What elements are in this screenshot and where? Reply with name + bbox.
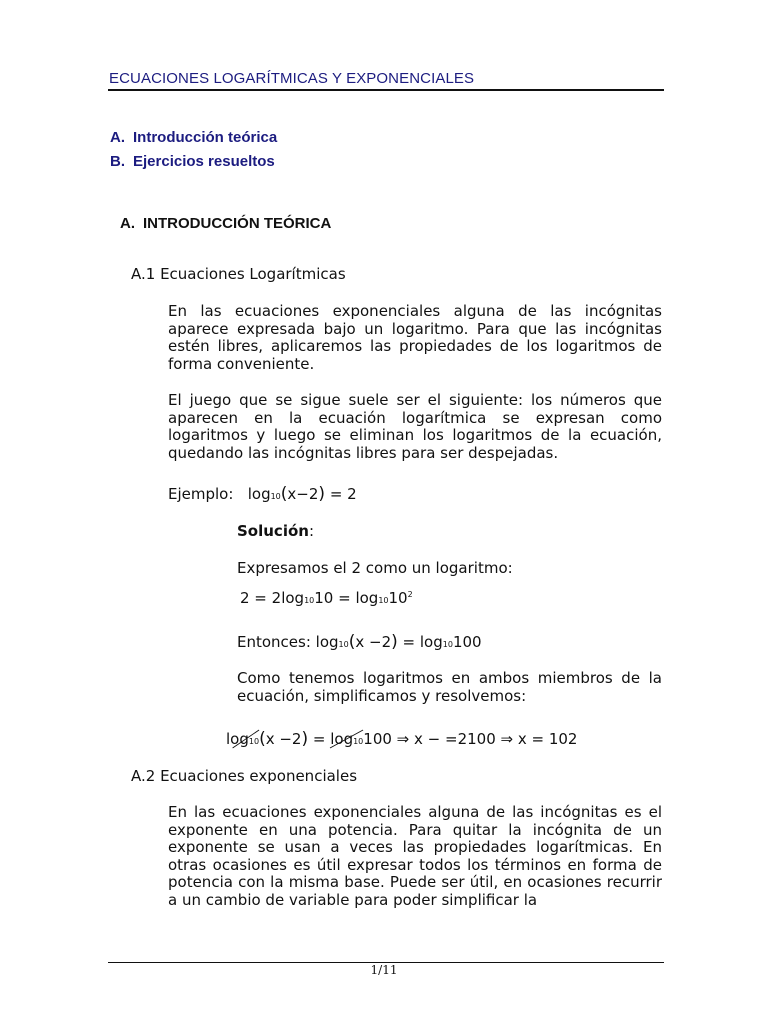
section-letter: A. xyxy=(120,215,135,232)
strike-line xyxy=(330,730,363,748)
final-equation: log10 (x −2) = log10 100 ⇒ x − =2100 ⇒ x = 102 xyxy=(226,729,578,749)
section-a-heading xyxy=(120,215,331,232)
subsection-a1-heading: A.1 Ecuaciones Logarítmicas xyxy=(131,265,346,283)
toc-item-label: Introducción teórica xyxy=(133,129,278,146)
toc-item-letter: B. xyxy=(110,153,125,170)
title-underline xyxy=(108,89,664,91)
a1-paragraph-1: En las ecuaciones exponenciales alguna de las incógnitas aparece expresada bajo un logaritmo. Para que las incógnitas estén libres, aplicaremos las propiedades de los logaritmos de forma conveniente. xyxy=(168,302,662,373)
section-title: INTRODUCCIÓN TEÓRICA xyxy=(143,215,332,232)
toc-item-b[interactable] xyxy=(110,153,275,170)
struck-log-right: log10 xyxy=(330,730,364,748)
example-equation: Ejemplo: log10(x−2) = 2 xyxy=(168,484,357,504)
example-label: Ejemplo: xyxy=(168,485,234,503)
step2-equation: Entonces: log10(x −2) = log10100 xyxy=(237,632,482,652)
solution-label: Solución: xyxy=(237,522,315,540)
struck-log-left: log10 xyxy=(226,730,260,748)
a2-paragraph-1: En las ecuaciones exponenciales alguna de las incógnitas es el exponente en una potencia. Para quitar la incógnita de un exponente se usan a veces las propiedades logarítmicas. En otras ocasiones es útil expresar todos los términos en forma de potencia con la misma base. Puede ser útil, en ocasiones recurrir a un cambio de variable para poder simplificar la xyxy=(168,804,662,909)
subsection-a2-heading: A.2 Ecuaciones exponenciales xyxy=(131,767,358,785)
toc-item-a[interactable] xyxy=(110,129,277,146)
step1-equation: $2 = 2\log 1010 = \log 1010^2$ xyxy=(240,589,413,607)
toc-item-letter: A. xyxy=(110,129,125,146)
page-number: 1/11 xyxy=(370,963,398,977)
document-title: ECUACIONES LOGARÍTMICAS Y EXPONENCIALES xyxy=(109,70,475,87)
step3-text: Como tenemos logaritmos en ambos miembros de la ecuación, simplificamos y resolvemos: xyxy=(237,669,662,705)
toc-item-label: Ejercicios resueltos xyxy=(133,153,275,170)
step1-text: Expresamos el 2 como un logaritmo: xyxy=(237,559,513,577)
a1-paragraph-2: El juego que se sigue suele ser el siguiente: los números que aparecen en la ecuación logarítmica se expresan como logaritmos y luego se eliminan los logaritmos de la ecuación, quedando las incógnitas libres para ser despejadas. xyxy=(168,391,662,462)
strike-line xyxy=(226,730,259,748)
